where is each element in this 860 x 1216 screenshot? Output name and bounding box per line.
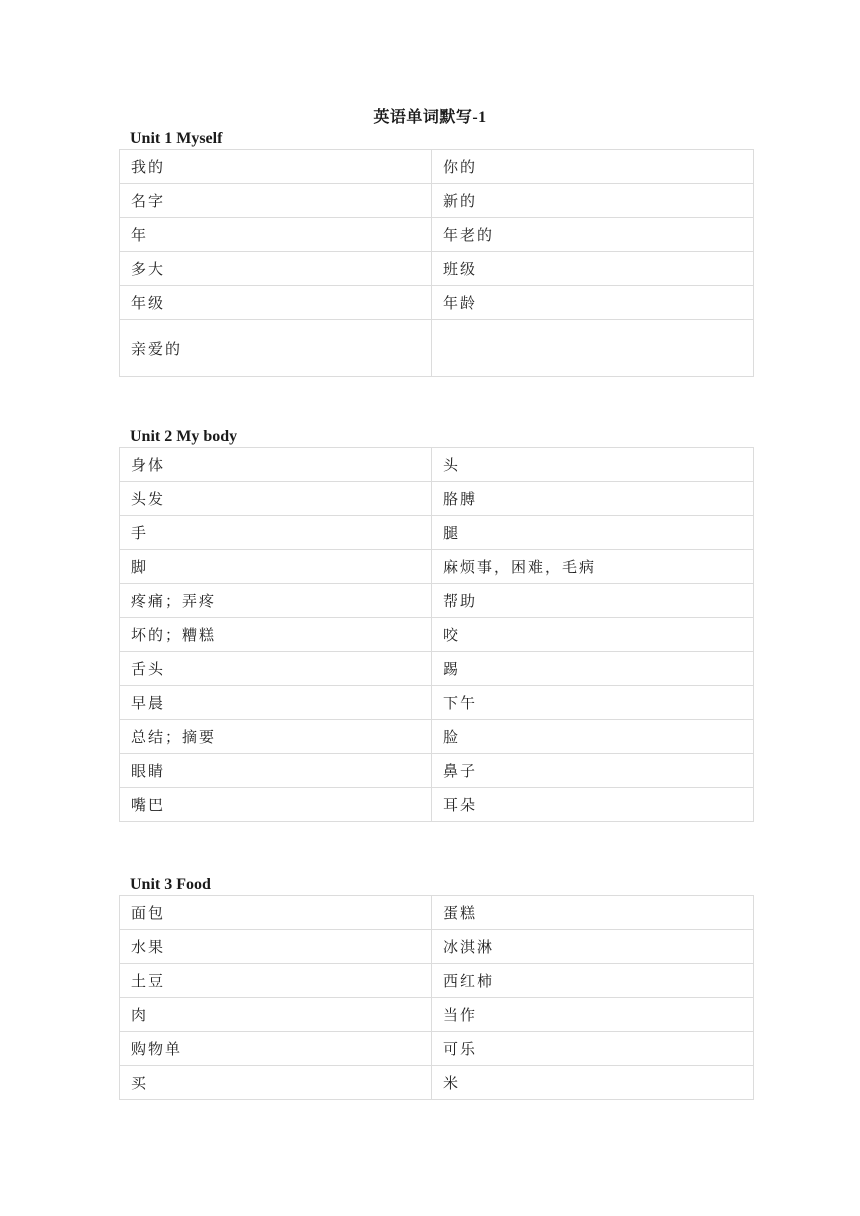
word-cell: 手 [120,516,432,550]
word-cell: 蛋糕 [432,896,754,930]
word-cell: 舌头 [120,652,432,686]
table-row [120,618,754,652]
page-title: 英语单词默写-1 [373,109,487,126]
word-cell: 亲爱的 [120,320,432,377]
word-cell: 脚 [120,550,432,584]
word-cell: 疼痛；弄疼 [120,584,432,618]
word-cell: 麻烦事，困难，毛病 [432,550,754,584]
word-cell: 当作 [432,998,754,1032]
word-cell: 头 [432,448,754,482]
word-cell: 可乐 [432,1032,754,1066]
word-cell: 多大 [120,252,432,286]
table-row [120,720,754,754]
word-cell: 米 [432,1066,754,1100]
table-row [120,584,754,618]
unit-heading: Unit 2 My body [130,428,238,445]
word-cell: 咬 [432,618,754,652]
table-row [120,1032,754,1066]
table-row [120,286,754,320]
word-cell: 面包 [120,896,432,930]
table-row [120,998,754,1032]
table-row [120,1066,754,1100]
word-cell: 坏的；糟糕 [120,618,432,652]
word-cell: 新的 [432,184,754,218]
table-row [120,516,754,550]
word-cell: 耳朵 [432,788,754,822]
table-row [120,964,754,998]
word-cell: 帮助 [432,584,754,618]
table-row [120,550,754,584]
unit-1-section [119,129,741,377]
word-cell: 年 [120,218,432,252]
word-cell: 年级 [120,286,432,320]
word-cell: 冰淇淋 [432,930,754,964]
table-row [120,930,754,964]
word-cell: 踢 [432,652,754,686]
table-row [120,150,754,184]
word-cell: 西红柿 [432,964,754,998]
vocab-table [119,895,754,1100]
word-cell: 脸 [432,720,754,754]
table-row [120,448,754,482]
word-cell: 总结；摘要 [120,720,432,754]
word-cell: 土豆 [120,964,432,998]
unit-2-section [119,427,741,822]
table-row [120,788,754,822]
unit-3-section [119,875,741,1100]
word-cell: 你的 [432,150,754,184]
table-row [120,482,754,516]
word-cell: 水果 [120,930,432,964]
word-cell: 下午 [432,686,754,720]
word-cell: 鼻子 [432,754,754,788]
word-cell: 购物单 [120,1032,432,1066]
vocab-table [119,149,754,377]
table-row [120,754,754,788]
table-row [120,686,754,720]
table-row [120,320,754,377]
table-row [120,184,754,218]
vocab-table [119,447,754,822]
unit-heading: Unit 1 Myself [130,130,223,147]
word-cell: 眼睛 [120,754,432,788]
word-cell [432,320,754,377]
word-cell: 早晨 [120,686,432,720]
table-row [120,252,754,286]
word-cell: 嘴巴 [120,788,432,822]
word-cell: 胳膊 [432,482,754,516]
word-cell: 肉 [120,998,432,1032]
table-row [120,218,754,252]
table-row [120,652,754,686]
word-cell: 班级 [432,252,754,286]
word-cell: 我的 [120,150,432,184]
unit-heading: Unit 3 Food [130,876,211,893]
table-row [120,896,754,930]
word-cell: 年老的 [432,218,754,252]
word-cell: 头发 [120,482,432,516]
word-cell: 买 [120,1066,432,1100]
word-cell: 名字 [120,184,432,218]
word-cell: 年龄 [432,286,754,320]
word-cell: 腿 [432,516,754,550]
word-cell: 身体 [120,448,432,482]
